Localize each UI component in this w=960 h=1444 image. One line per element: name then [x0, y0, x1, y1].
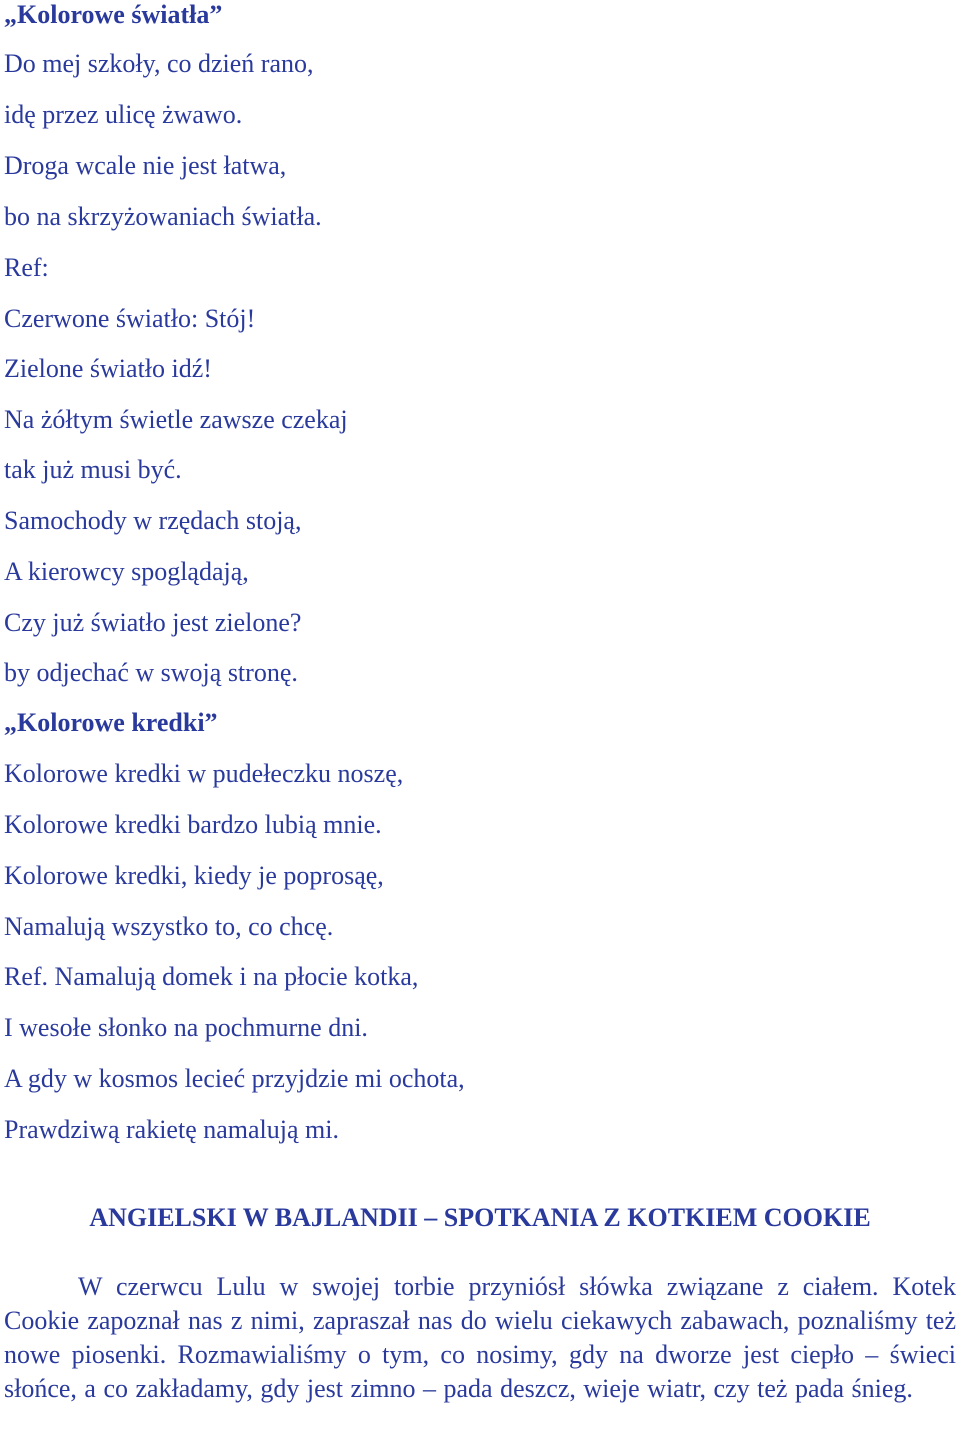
song-title-kolorowe-kredki: „Kolorowe kredki” — [4, 708, 218, 737]
song1-line-8: Na żółtym świetle zawsze czekaj — [4, 405, 348, 434]
section-paragraph: W czerwcu Lulu w swojej torbie przyniósł słówka związane z ciałem. Kotek Cookie zapoznał nas z nimi, zapraszał nas do wielu ciekawych zabawach, poznaliśmy też nowe piosenki. Rozmawialiśmy o tym, co nosimy, gdy na dworze jest ciepło – świeci słońce, a co zakładamy, gdy jest zimno – pada deszcz, wieje wiatr, czy też pada śnieg. — [4, 1272, 956, 1403]
song1-line-9: tak już musi być. — [4, 455, 182, 484]
song1-line-12: Czy już światło jest zielone? — [4, 608, 302, 637]
song-title-kolorowe-swiatla: „Kolorowe światła” — [4, 0, 223, 29]
song1-line-11: A kierowcy spoglądają, — [4, 557, 249, 586]
song2-line-5: Ref. Namalują domek i na płocie kotka, — [4, 962, 419, 991]
song1-line-13: by odjechać w swoją stronę. — [4, 658, 298, 687]
song1-line-2: idę przez ulicę żwawo. — [4, 100, 243, 129]
song2-line-6: I wesołe słonko na pochmurne dni. — [4, 1013, 368, 1042]
song1-line-1: Do mej szkoły, co dzień rano, — [4, 49, 314, 78]
song1-line-3: Droga wcale nie jest łatwa, — [4, 151, 287, 180]
song1-line-5: Ref: — [4, 253, 49, 282]
song2-line-3: Kolorowe kredki, kiedy je poprosąę, — [4, 861, 384, 890]
song1-line-7: Zielone światło idź! — [4, 354, 212, 383]
section-heading: ANGIELSKI W BAJLANDII – SPOTKANIA Z KOTKIEM COOKIE — [89, 1203, 871, 1232]
song2-line-8: Prawdziwą rakietę namalują mi. — [4, 1115, 339, 1144]
song2-line-2: Kolorowe kredki bardzo lubią mnie. — [4, 810, 382, 839]
song2-line-1: Kolorowe kredki w pudełeczku noszę, — [4, 759, 404, 788]
song2-line-7: A gdy w kosmos lecieć przyjdzie mi ochota, — [4, 1064, 465, 1093]
song1-line-6: Czerwone światło: Stój! — [4, 304, 256, 333]
song2-line-4: Namalują wszystko to, co chcę. — [4, 912, 334, 941]
song1-line-4: bo na skrzyżowaniach światła. — [4, 202, 322, 231]
song1-line-10: Samochody w rzędach stoją, — [4, 506, 302, 535]
